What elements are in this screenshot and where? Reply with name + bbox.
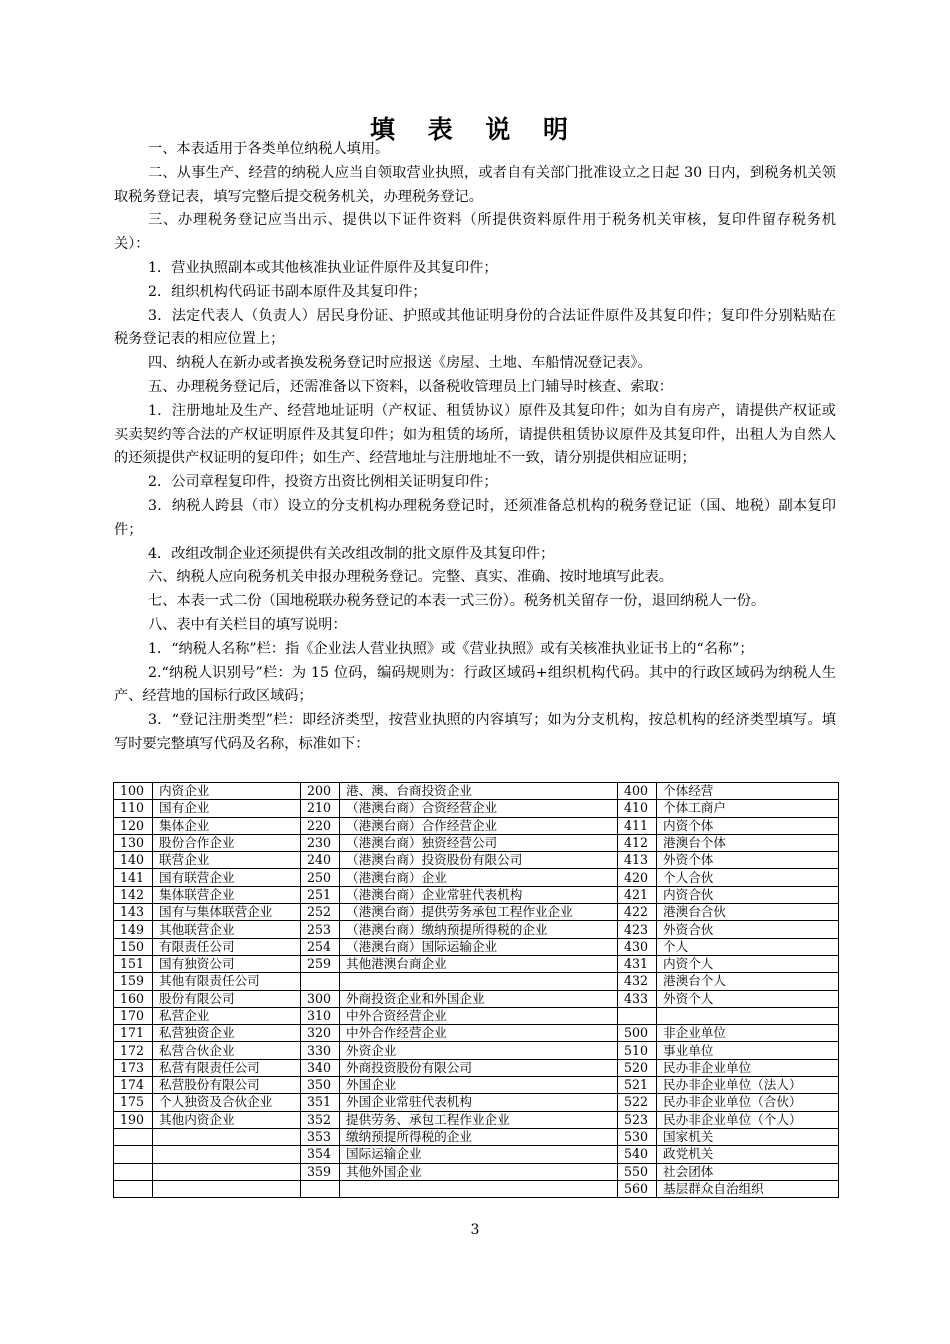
type-name-cell: 其他外国企业 bbox=[340, 1163, 618, 1180]
type-code-cell: 352 bbox=[301, 1111, 340, 1128]
type-code-cell: 175 bbox=[114, 1094, 153, 1111]
type-code-cell: 411 bbox=[618, 817, 657, 834]
table-row bbox=[114, 1128, 839, 1145]
paragraph: 1．“纳税人名称”栏：指《企业法人营业执照》或《营业执照》或有关核准执业证书上的“名称”； bbox=[148, 640, 754, 657]
table-row bbox=[114, 1042, 839, 1059]
type-code-cell: 100 bbox=[114, 783, 153, 800]
type-code-cell: 521 bbox=[618, 1077, 657, 1094]
type-name-cell bbox=[153, 1146, 301, 1163]
type-name-cell: （港澳台商）合资经营企业 bbox=[340, 800, 618, 817]
type-code-cell: 190 bbox=[114, 1111, 153, 1128]
type-code-cell: 351 bbox=[301, 1094, 340, 1111]
registration-type-code-table bbox=[113, 782, 839, 1198]
type-code-cell bbox=[114, 1163, 153, 1180]
type-code-cell: 432 bbox=[618, 973, 657, 990]
type-name-cell: 个人独资及合伙企业 bbox=[153, 1094, 301, 1111]
type-name-cell: （港澳台商）合作经营企业 bbox=[340, 817, 618, 834]
type-name-cell: 港澳台个体 bbox=[657, 834, 839, 851]
type-name-cell: 事业单位 bbox=[657, 1042, 839, 1059]
type-code-cell: 523 bbox=[618, 1111, 657, 1128]
type-code-cell: 421 bbox=[618, 886, 657, 903]
type-name-cell: 其他联营企业 bbox=[153, 921, 301, 938]
type-name-cell: 国际运输企业 bbox=[340, 1146, 618, 1163]
type-name-cell: 港、澳、台商投资企业 bbox=[340, 783, 618, 800]
type-code-cell: 172 bbox=[114, 1042, 153, 1059]
paragraph: 2．组织机构代码证书副本原件及其复印件； bbox=[148, 283, 427, 300]
type-code-cell: 170 bbox=[114, 1007, 153, 1024]
table-row bbox=[114, 973, 839, 990]
type-code-cell: 160 bbox=[114, 990, 153, 1007]
type-name-cell: （港澳台商）投资股份有限公司 bbox=[340, 852, 618, 869]
type-code-cell: 200 bbox=[301, 783, 340, 800]
paragraph: 4．改组改制企业还须提供有关改组改制的批文原件及其复印件； bbox=[148, 545, 555, 562]
type-code-cell: 510 bbox=[618, 1042, 657, 1059]
table-row bbox=[114, 990, 839, 1007]
type-name-cell: 有限责任公司 bbox=[153, 938, 301, 955]
type-name-cell bbox=[153, 1128, 301, 1145]
type-code-cell: 171 bbox=[114, 1025, 153, 1042]
type-code-cell: 410 bbox=[618, 800, 657, 817]
paragraph: 六、纳税人应向税务机关申报办理税务登记。完整、真实、准确、按时地填写此表。 bbox=[148, 569, 673, 586]
type-name-cell: （港澳台商）缴纳预提所得税的企业 bbox=[340, 921, 618, 938]
type-name-cell: 私营企业 bbox=[153, 1007, 301, 1024]
paragraph: 四、纳税人在新办或者换发税务登记时应报送《房屋、土地、车船情况登记表》。 bbox=[148, 355, 652, 372]
type-code-cell: 520 bbox=[618, 1059, 657, 1076]
table-row bbox=[114, 1077, 839, 1094]
type-code-cell: 431 bbox=[618, 955, 657, 972]
page-number: 3 bbox=[470, 1222, 480, 1238]
type-name-cell: 外资企业 bbox=[340, 1042, 618, 1059]
type-name-cell: 社会团体 bbox=[657, 1163, 839, 1180]
type-code-cell: 430 bbox=[618, 938, 657, 955]
type-name-cell: 外国企业常驻代表机构 bbox=[340, 1094, 618, 1111]
type-name-cell: 国有联营企业 bbox=[153, 869, 301, 886]
type-name-cell: 私营合伙企业 bbox=[153, 1042, 301, 1059]
type-name-cell: 私营有限责任公司 bbox=[153, 1059, 301, 1076]
type-name-cell: 国有与集体联营企业 bbox=[153, 904, 301, 921]
type-code-cell: 130 bbox=[114, 834, 153, 851]
paragraph: 三、办理税务登记应当出示、提供以下证件资料（所提供资料原件用于税务机关审核，复印件留存税务机关）： bbox=[114, 212, 836, 253]
paragraph: 2.“纳税人识别号”栏：为 15 位码，编码规则为：行政区域码+组织机构代码。其中的行政区域码为纳税人生产、经营地的国标行政区域码； bbox=[114, 664, 836, 705]
type-code-cell: 350 bbox=[301, 1077, 340, 1094]
table-row bbox=[114, 955, 839, 972]
type-code-cell: 259 bbox=[301, 955, 340, 972]
type-name-cell: 港澳台个人 bbox=[657, 973, 839, 990]
type-name-cell: 政党机关 bbox=[657, 1146, 839, 1163]
type-code-cell: 550 bbox=[618, 1163, 657, 1180]
type-code-cell: 540 bbox=[618, 1146, 657, 1163]
type-name-cell: 内资合伙 bbox=[657, 886, 839, 903]
type-code-cell bbox=[114, 1128, 153, 1145]
type-name-cell: 中外合作经营企业 bbox=[340, 1025, 618, 1042]
type-code-cell: 210 bbox=[301, 800, 340, 817]
type-name-cell bbox=[340, 973, 618, 990]
type-code-cell bbox=[618, 1007, 657, 1024]
type-name-cell bbox=[153, 1180, 301, 1197]
type-name-cell: 民办非企业单位 bbox=[657, 1059, 839, 1076]
type-name-cell: 国家机关 bbox=[657, 1128, 839, 1145]
type-code-cell: 159 bbox=[114, 973, 153, 990]
type-name-cell bbox=[153, 1163, 301, 1180]
type-name-cell: 外资合伙 bbox=[657, 921, 839, 938]
table-row bbox=[114, 1146, 839, 1163]
type-name-cell: 外资个人 bbox=[657, 990, 839, 1007]
type-code-cell: 354 bbox=[301, 1146, 340, 1163]
table-row bbox=[114, 1007, 839, 1024]
type-code-cell: 530 bbox=[618, 1128, 657, 1145]
table-row bbox=[114, 869, 839, 886]
table-row bbox=[114, 1059, 839, 1076]
type-code-cell: 230 bbox=[301, 834, 340, 851]
type-code-cell: 320 bbox=[301, 1025, 340, 1042]
paragraph: 3．纳税人跨县（市）设立的分支机构办理税务登记时，还须准备总机构的税务登记证（国、地税）副本复印件； bbox=[114, 497, 836, 538]
type-code-cell: 412 bbox=[618, 834, 657, 851]
table-row bbox=[114, 1094, 839, 1111]
type-name-cell: 外商投资企业和外国企业 bbox=[340, 990, 618, 1007]
paragraph: 1．营业执照副本或其他核准执业证件原件及其复印件； bbox=[148, 259, 498, 276]
table-row bbox=[114, 852, 839, 869]
type-name-cell: 股份有限公司 bbox=[153, 990, 301, 1007]
type-name-cell: 港澳台合伙 bbox=[657, 904, 839, 921]
type-name-cell: 个体工商户 bbox=[657, 800, 839, 817]
type-code-cell: 141 bbox=[114, 869, 153, 886]
type-name-cell: 国有独资公司 bbox=[153, 955, 301, 972]
type-code-cell: 151 bbox=[114, 955, 153, 972]
type-name-cell: 私营股份有限公司 bbox=[153, 1077, 301, 1094]
type-name-cell: 个人 bbox=[657, 938, 839, 955]
type-code-cell: 253 bbox=[301, 921, 340, 938]
type-code-cell: 140 bbox=[114, 852, 153, 869]
type-name-cell: （港澳台商）企业常驻代表机构 bbox=[340, 886, 618, 903]
type-name-cell: 其他有限责任公司 bbox=[153, 973, 301, 990]
type-name-cell bbox=[657, 1007, 839, 1024]
paragraph: 3．“登记注册类型”栏：即经济类型，按营业执照的内容填写；如为分支机构，按总机构的经济类型填写。填写时要完整填写代码及名称，标准如下： bbox=[114, 712, 836, 752]
type-name-cell bbox=[340, 1180, 618, 1197]
type-code-cell: 300 bbox=[301, 990, 340, 1007]
paragraph: 二、从事生产、经营的纳税人应当自领取营业执照，或者自有关部门批准设立之日起 30 日内，到税务机关领取税务登记表，填写完整后提交税务机关，办理税务登记。 bbox=[114, 164, 836, 205]
type-code-cell: 340 bbox=[301, 1059, 340, 1076]
table-row bbox=[114, 1163, 839, 1180]
type-code-cell: 120 bbox=[114, 817, 153, 834]
paragraph: 1．注册地址及生产、经营地址证明（产权证、租赁协议）原件及其复印件；如为自有房产，请提供产权证或买卖契约等合法的产权证明原件及其复印件；如为租赁的场所，请提供租赁协议原件及其复印件，出租人为自然人的还须提供产权证明的复印件；如生产、经营地址与注册地址不一致，请分别提供相应证明； bbox=[114, 402, 836, 467]
type-name-cell: 集体联营企业 bbox=[153, 886, 301, 903]
type-name-cell: 股份合作企业 bbox=[153, 834, 301, 851]
table-row bbox=[114, 1111, 839, 1128]
table-row bbox=[114, 800, 839, 817]
type-code-cell: 560 bbox=[618, 1180, 657, 1197]
type-name-cell: 中外合资经营企业 bbox=[340, 1007, 618, 1024]
table-row bbox=[114, 904, 839, 921]
type-name-cell: 其他内资企业 bbox=[153, 1111, 301, 1128]
type-name-cell: 提供劳务、承包工程作业企业 bbox=[340, 1111, 618, 1128]
table-row bbox=[114, 834, 839, 851]
type-code-cell: 150 bbox=[114, 938, 153, 955]
type-name-cell: 内资个人 bbox=[657, 955, 839, 972]
type-code-cell: 413 bbox=[618, 852, 657, 869]
paragraph: 一、本表适用于各类单位纳税人填用。 bbox=[148, 141, 390, 157]
type-name-cell: 个体经营 bbox=[657, 783, 839, 800]
type-code-cell: 220 bbox=[301, 817, 340, 834]
type-name-cell: 集体企业 bbox=[153, 817, 301, 834]
type-name-cell: 内资企业 bbox=[153, 783, 301, 800]
type-name-cell: 国有企业 bbox=[153, 800, 301, 817]
type-name-cell: （港澳台商）提供劳务承包工程作业企业 bbox=[340, 904, 618, 921]
type-name-cell: 外国企业 bbox=[340, 1077, 618, 1094]
type-code-cell: 173 bbox=[114, 1059, 153, 1076]
table-row bbox=[114, 938, 839, 955]
paragraph: 3．法定代表人（负责人）居民身份证、护照或其他证明身份的合法证件原件及其复印件；复印件分别粘贴在税务登记表的相应位置上； bbox=[114, 307, 836, 348]
type-code-cell bbox=[114, 1180, 153, 1197]
type-code-cell: 423 bbox=[618, 921, 657, 938]
type-code-cell: 149 bbox=[114, 921, 153, 938]
type-code-cell: 422 bbox=[618, 904, 657, 921]
type-code-cell: 433 bbox=[618, 990, 657, 1007]
paragraph: 五、办理税务登记后，还需准备以下资料，以备税收管理员上门辅导时核查、索取： bbox=[148, 378, 673, 395]
type-name-cell: 联营企业 bbox=[153, 852, 301, 869]
page-title: 填 表 说 明 bbox=[369, 115, 581, 144]
paragraph: 2．公司章程复印件，投资方出资比例相关证明复印件； bbox=[148, 474, 498, 491]
type-code-cell: 353 bbox=[301, 1128, 340, 1145]
table-row bbox=[114, 817, 839, 834]
type-name-cell: 民办非企业单位（合伙） bbox=[657, 1094, 839, 1111]
table-row bbox=[114, 783, 839, 800]
table-row bbox=[114, 886, 839, 903]
type-code-cell: 359 bbox=[301, 1163, 340, 1180]
type-code-cell: 500 bbox=[618, 1025, 657, 1042]
type-code-cell: 240 bbox=[301, 852, 340, 869]
type-code-cell: 252 bbox=[301, 904, 340, 921]
type-name-cell: 个人合伙 bbox=[657, 869, 839, 886]
type-code-cell: 250 bbox=[301, 869, 340, 886]
instructions-body bbox=[114, 138, 836, 757]
type-code-cell: 251 bbox=[301, 886, 340, 903]
type-name-cell: 外商投资股份有限公司 bbox=[340, 1059, 618, 1076]
table-row bbox=[114, 921, 839, 938]
type-name-cell: 内资个体 bbox=[657, 817, 839, 834]
type-code-cell: 110 bbox=[114, 800, 153, 817]
table-row bbox=[114, 1025, 839, 1042]
type-name-cell: （港澳台商）国际运输企业 bbox=[340, 938, 618, 955]
type-code-cell: 143 bbox=[114, 904, 153, 921]
paragraph: 八、表中有关栏目的填写说明： bbox=[148, 616, 347, 633]
type-code-cell bbox=[114, 1146, 153, 1163]
type-name-cell: 私营独资企业 bbox=[153, 1025, 301, 1042]
type-code-cell bbox=[301, 1180, 340, 1197]
type-name-cell: 非企业单位 bbox=[657, 1025, 839, 1042]
type-code-cell: 174 bbox=[114, 1077, 153, 1094]
paragraph: 七、本表一式二份（国地税联办税务登记的本表一式三份）。税务机关留存一份，退回纳税人一份。 bbox=[148, 593, 766, 610]
type-name-cell: 民办非企业单位（个人） bbox=[657, 1111, 839, 1128]
type-code-cell: 310 bbox=[301, 1007, 340, 1024]
type-name-cell: 缴纳预提所得税的企业 bbox=[340, 1128, 618, 1145]
type-name-cell: （港澳台商）企业 bbox=[340, 869, 618, 886]
type-name-cell: 其他港澳台商企业 bbox=[340, 955, 618, 972]
type-name-cell: （港澳台商）独资经营公司 bbox=[340, 834, 618, 851]
type-code-cell: 420 bbox=[618, 869, 657, 886]
type-code-cell: 142 bbox=[114, 886, 153, 903]
type-code-cell bbox=[301, 973, 340, 990]
code-table-body bbox=[114, 783, 839, 1198]
type-code-cell: 254 bbox=[301, 938, 340, 955]
type-code-cell: 522 bbox=[618, 1094, 657, 1111]
type-code-cell: 400 bbox=[618, 783, 657, 800]
table-row bbox=[114, 1180, 839, 1197]
type-name-cell: 基层群众自治组织 bbox=[657, 1180, 839, 1197]
type-name-cell: 外资个体 bbox=[657, 852, 839, 869]
type-name-cell: 民办非企业单位（法人） bbox=[657, 1077, 839, 1094]
type-code-cell: 330 bbox=[301, 1042, 340, 1059]
